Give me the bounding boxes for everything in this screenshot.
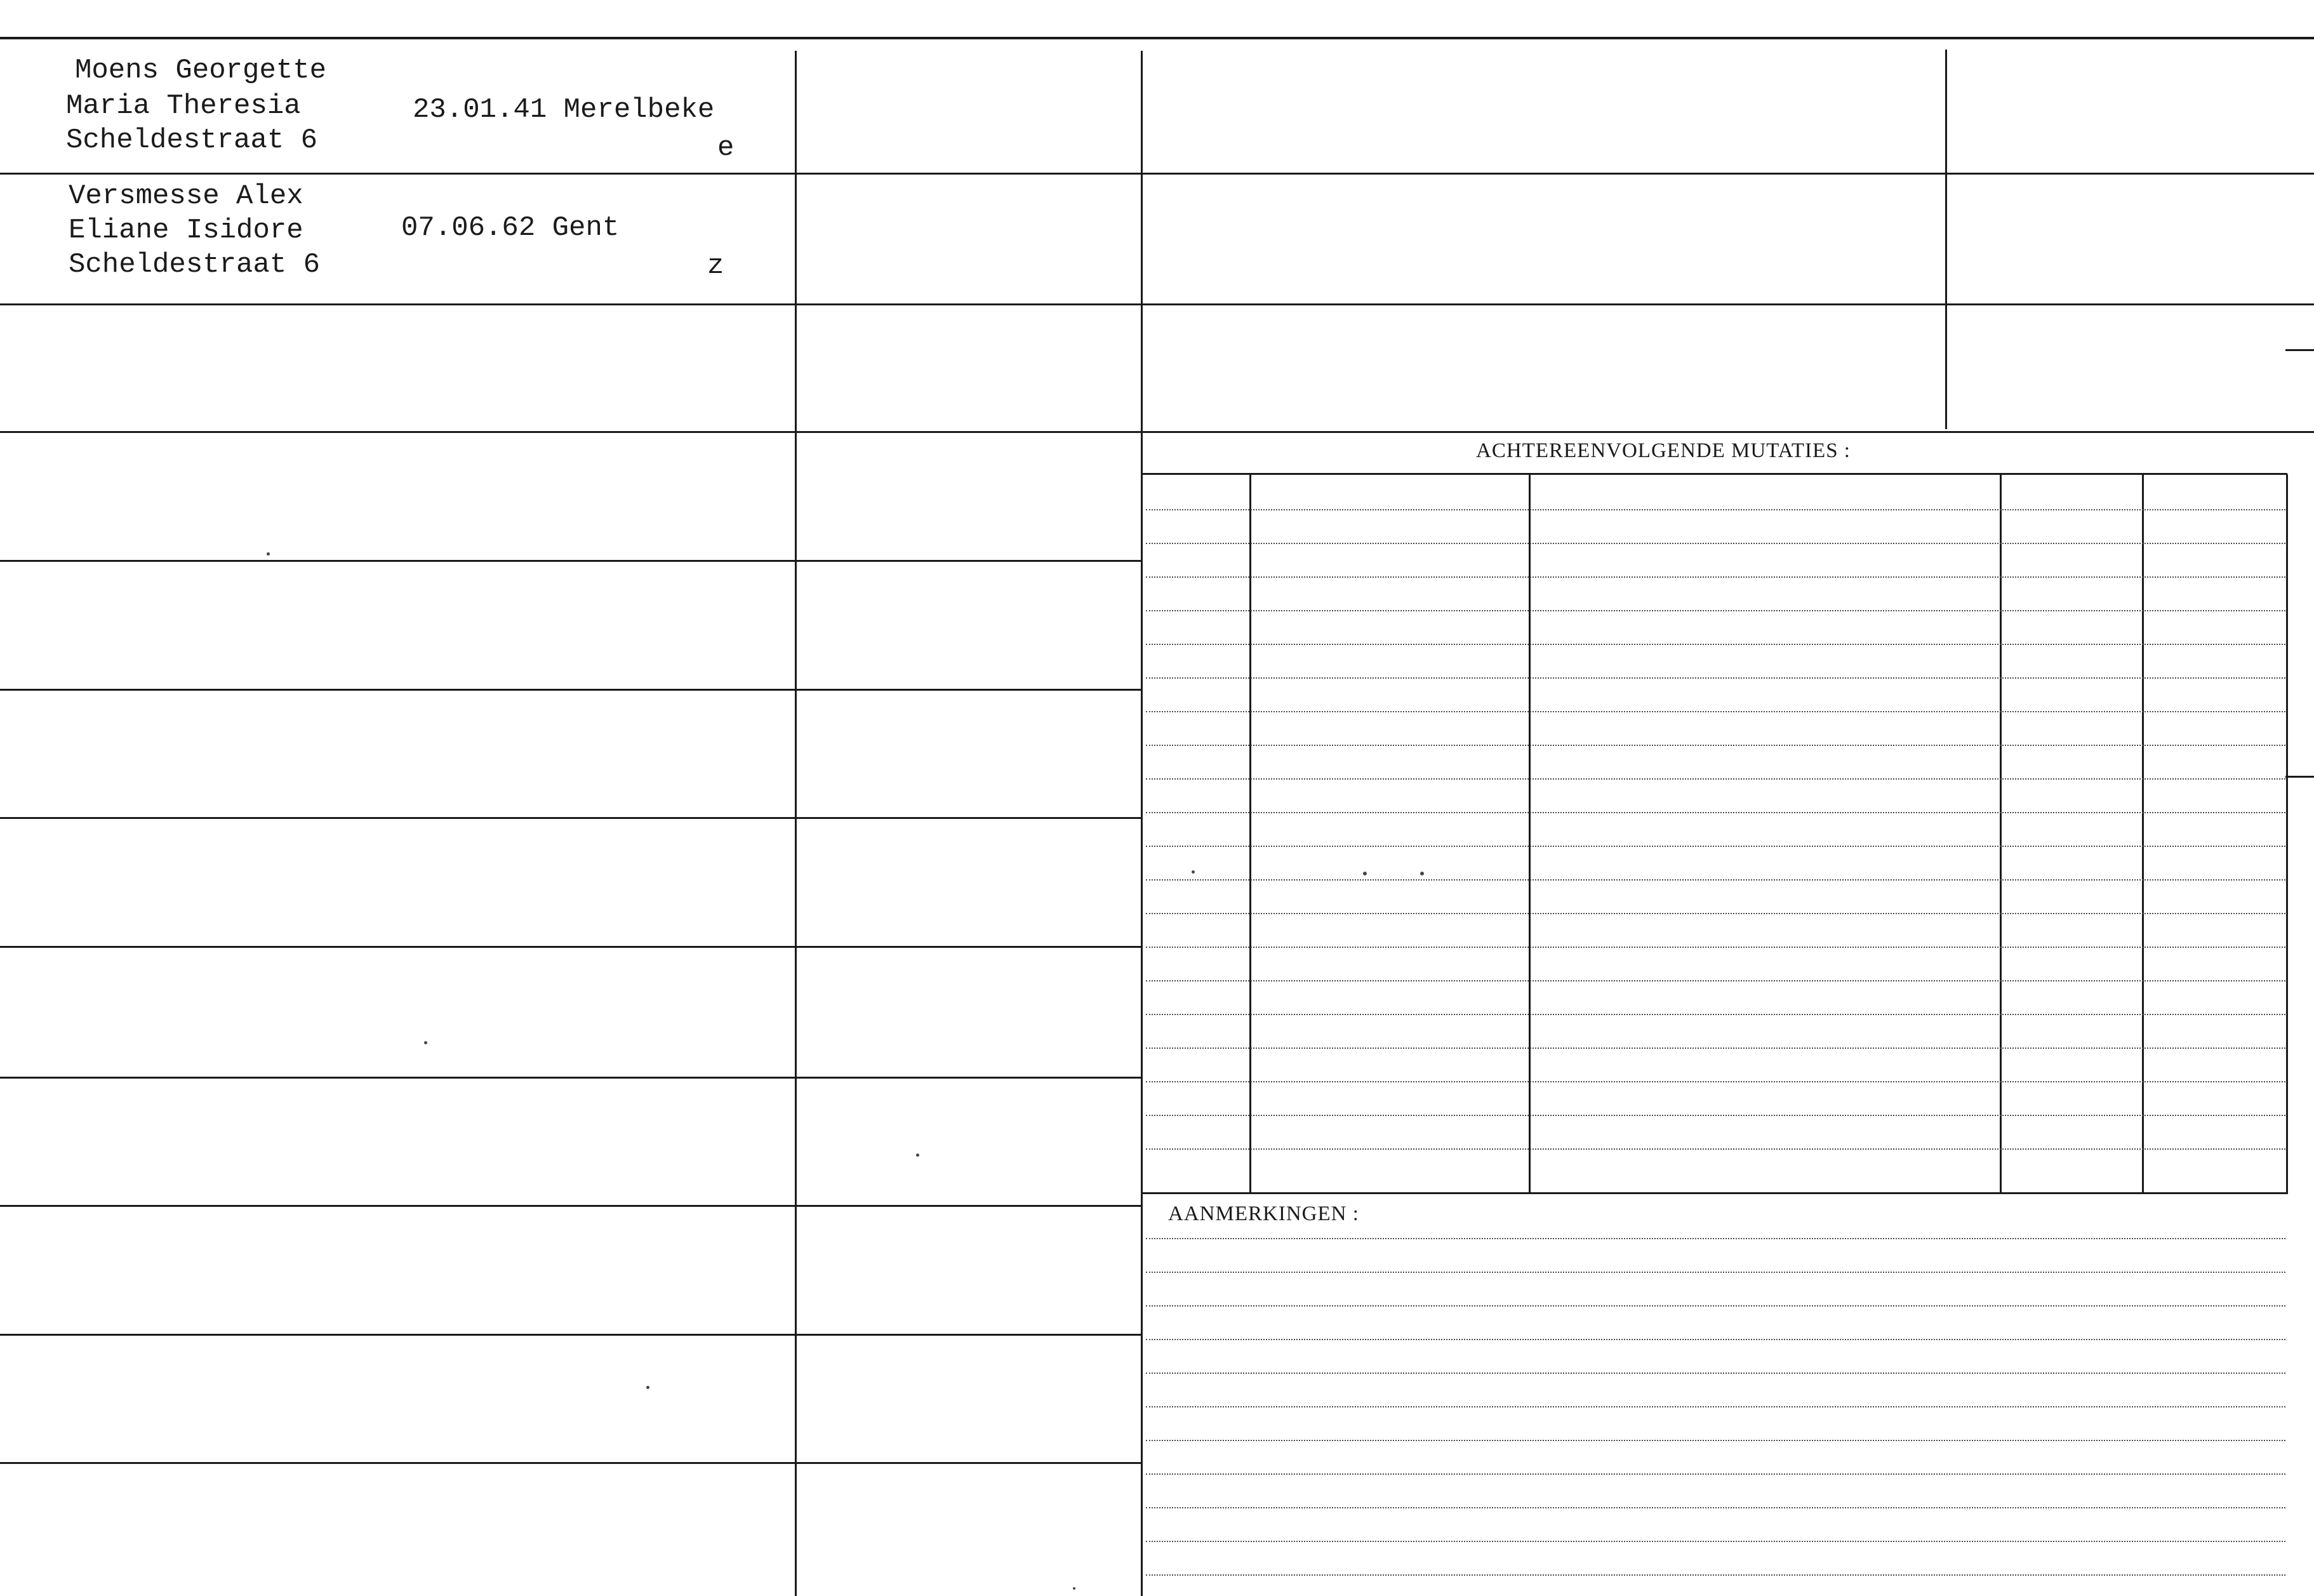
remark-row-line <box>1146 1305 2285 1307</box>
row-line <box>0 1077 1141 1079</box>
mutations-bottom-line <box>1141 1192 2287 1194</box>
row-line <box>0 173 1141 175</box>
entry-1-address: Scheldestraat 6 <box>66 124 318 156</box>
remark-row-line <box>1146 1406 2285 1407</box>
mutations-heading: ACHTEREENVOLGENDE MUTATIES : <box>1476 439 1851 462</box>
mutation-row-line <box>1146 1115 2285 1116</box>
scan-speck <box>1192 870 1195 874</box>
mutation-row-line <box>1146 610 2285 611</box>
mutation-row-line <box>1146 1014 2285 1015</box>
mutation-row-line <box>1146 947 2285 948</box>
scan-speck <box>916 1154 919 1157</box>
scan-speck <box>1363 872 1367 875</box>
mutation-row-line <box>1146 1148 2285 1150</box>
right-row-line <box>1141 431 2314 433</box>
mutation-row-line <box>1146 745 2285 746</box>
mutation-row-line <box>1146 846 2285 847</box>
mutations-top-line <box>1141 473 2287 475</box>
entry-1-code: e <box>717 132 735 164</box>
remark-row-line <box>1146 1507 2285 1508</box>
row-line <box>0 303 1141 305</box>
scan-speck <box>424 1041 427 1044</box>
remark-row-line <box>1146 1272 2285 1273</box>
mutations-col-2 <box>1529 474 1531 1192</box>
row-line <box>0 1462 1141 1464</box>
row-line <box>0 817 1141 819</box>
row-line <box>0 689 1141 691</box>
mutation-row-line <box>1146 576 2285 578</box>
mutation-row-line <box>1146 711 2285 712</box>
remark-row-line <box>1146 1373 2285 1374</box>
scan-speck <box>646 1386 649 1389</box>
entry-2-name-line1: Versmesse Alex <box>69 180 303 212</box>
margin-tick <box>2285 349 2314 351</box>
remark-row-line <box>1146 1473 2285 1475</box>
mutation-row-line <box>1146 980 2285 981</box>
entry-2-address: Scheldestraat 6 <box>69 249 321 281</box>
entry-1-name-line2: Maria Theresia <box>66 90 301 122</box>
mutation-row-line <box>1146 509 2285 510</box>
scan-speck <box>1420 872 1424 875</box>
right-row-line <box>1141 173 2314 175</box>
mutation-row-line <box>1146 1081 2285 1082</box>
mutation-row-line <box>1146 644 2285 645</box>
entry-1-birth: 23.01.41 Merelbeke <box>413 94 715 126</box>
mutations-col-4 <box>2142 474 2144 1192</box>
margin-tick <box>2285 776 2314 778</box>
remark-row-line <box>1146 1574 2285 1576</box>
mutations-col-3 <box>2000 474 2002 1192</box>
scan-speck <box>267 552 270 555</box>
row-line <box>0 1334 1141 1336</box>
column-divider-3 <box>1945 50 1947 429</box>
entry-2-name-line2: Eliane Isidore <box>69 215 303 246</box>
right-row-line <box>1141 303 2314 305</box>
mutation-row-line <box>1146 543 2285 544</box>
mutation-row-line <box>1146 812 2285 813</box>
row-line <box>0 1205 1141 1207</box>
mutations-col-5 <box>2286 474 2288 1194</box>
remark-row-line <box>1146 1541 2285 1542</box>
row-line <box>0 946 1141 948</box>
remark-row-line <box>1146 1440 2285 1441</box>
column-divider-2 <box>1141 51 1143 1596</box>
row-line <box>0 560 1141 562</box>
mutation-row-line <box>1146 778 2285 780</box>
row-line <box>0 431 1141 433</box>
mutations-col-1 <box>1249 474 1251 1192</box>
scan-speck <box>1073 1587 1075 1590</box>
mutation-row-line <box>1146 913 2285 914</box>
mutation-row-line <box>1146 1047 2285 1049</box>
remark-row-line <box>1146 1238 2285 1239</box>
top-border-line <box>0 37 2314 39</box>
column-divider-1 <box>795 51 797 1596</box>
entry-2-code: z <box>707 250 724 282</box>
mutation-row-line <box>1146 879 2285 881</box>
remarks-heading: AANMERKINGEN : <box>1168 1202 1359 1225</box>
remark-row-line <box>1146 1339 2285 1340</box>
entry-2-birth: 07.06.62 Gent <box>401 212 620 244</box>
entry-1-name-line1: Moens Georgette <box>75 55 327 86</box>
mutation-row-line <box>1146 677 2285 679</box>
